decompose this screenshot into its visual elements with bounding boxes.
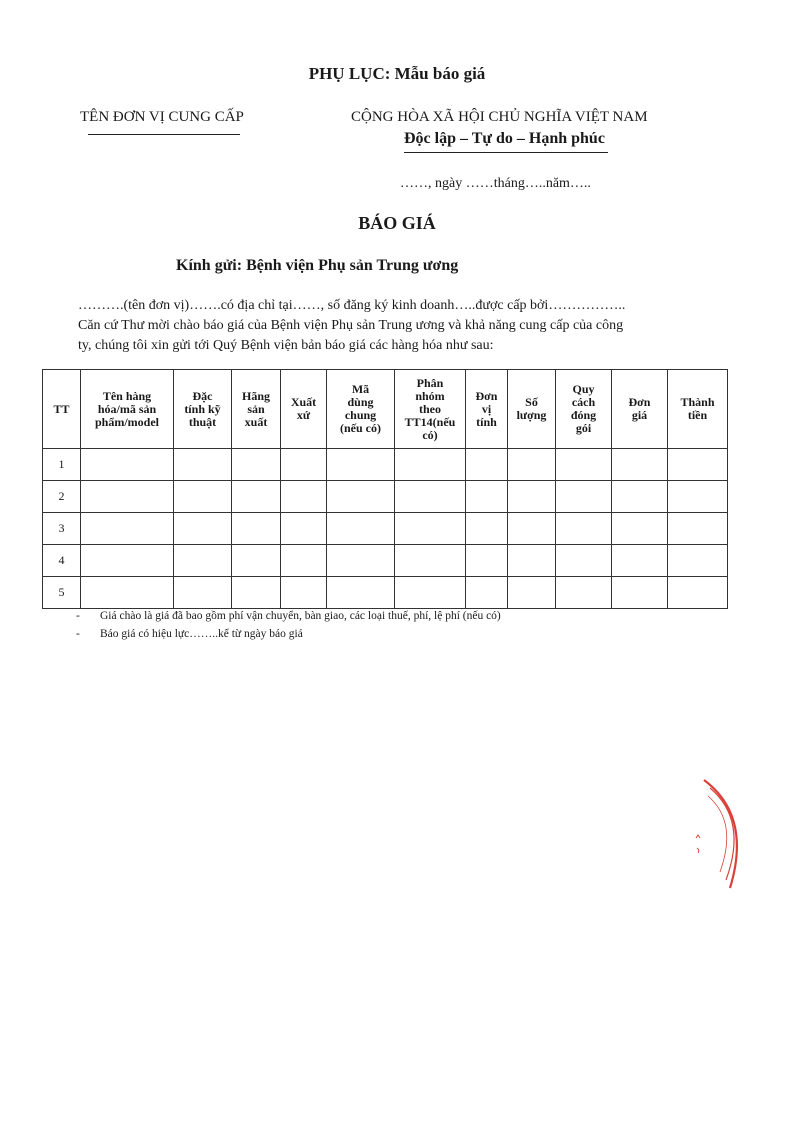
empty-cell <box>612 481 668 513</box>
table-row <box>43 513 728 545</box>
empty-cell <box>556 449 612 481</box>
row-number-cell: 2 <box>43 481 81 513</box>
empty-cell <box>174 545 232 577</box>
empty-cell <box>395 513 466 545</box>
empty-cell <box>174 513 232 545</box>
date-line: ……, ngày ……tháng…..năm….. <box>400 176 591 191</box>
empty-cell <box>508 449 556 481</box>
empty-cell <box>508 513 556 545</box>
empty-cell <box>281 481 327 513</box>
note-item <box>76 628 303 640</box>
empty-cell <box>395 577 466 609</box>
column-header-unit: Đơn vị tính <box>466 370 508 449</box>
empty-cell <box>81 545 174 577</box>
empty-cell <box>281 577 327 609</box>
note-item <box>76 610 501 622</box>
empty-cell <box>174 577 232 609</box>
column-header-manufacturer: Hãng sản xuất <box>232 370 281 449</box>
empty-cell <box>668 481 728 513</box>
empty-cell <box>556 577 612 609</box>
row-number-cell: 3 <box>43 513 81 545</box>
empty-cell <box>466 481 508 513</box>
empty-cell <box>232 545 281 577</box>
table-header-row <box>43 370 728 449</box>
empty-cell <box>668 545 728 577</box>
column-header-total: Thành tiền <box>668 370 728 449</box>
empty-cell <box>612 577 668 609</box>
row-number-cell: 4 <box>43 545 81 577</box>
empty-cell <box>668 449 728 481</box>
stamp-marks <box>696 835 700 853</box>
column-header-quantity: Số lượng <box>508 370 556 449</box>
table-row <box>43 545 728 577</box>
table-row <box>43 577 728 609</box>
empty-cell <box>508 481 556 513</box>
intro-line-1: ……….(tên đơn vị)…….có địa chỉ tại……, số đăng ký kinh doanh…..được cấp bởi…………….. <box>78 298 626 313</box>
empty-cell <box>668 577 728 609</box>
motto-underline <box>404 152 608 153</box>
empty-cell <box>174 449 232 481</box>
empty-cell <box>556 513 612 545</box>
empty-cell <box>466 513 508 545</box>
empty-cell <box>466 449 508 481</box>
note-text: Báo giá có hiệu lực……..kể từ ngày báo giá <box>100 628 303 640</box>
table-row <box>43 449 728 481</box>
republic-name: CỘNG HÒA XÃ HỘI CHỦ NGHĨA VIỆT NAM <box>351 109 648 125</box>
empty-cell <box>327 513 395 545</box>
note-bullet: - <box>76 610 80 622</box>
empty-cell <box>612 449 668 481</box>
empty-cell <box>466 577 508 609</box>
table-row <box>43 481 728 513</box>
column-header-product-name: Tên hàng hóa/mã sản phẩm/model <box>81 370 174 449</box>
column-header-common-code: Mã dùng chung (nếu có) <box>327 370 395 449</box>
empty-cell <box>395 481 466 513</box>
row-number-cell: 5 <box>43 577 81 609</box>
empty-cell <box>174 481 232 513</box>
empty-cell <box>281 449 327 481</box>
column-header-packaging: Quy cách đóng gói <box>556 370 612 449</box>
empty-cell <box>327 545 395 577</box>
empty-cell <box>556 545 612 577</box>
empty-cell <box>281 513 327 545</box>
intro-line-2: Căn cứ Thư mời chào báo giá của Bệnh viện Phụ sản Trung ương và khả năng cung cấp của công <box>78 318 624 333</box>
supplier-unit-name: TÊN ĐƠN VỊ CUNG CẤP <box>80 109 244 125</box>
recipient-line: Kính gửi: Bệnh viện Phụ sản Trung ương <box>176 257 459 274</box>
empty-cell <box>281 545 327 577</box>
empty-cell <box>327 449 395 481</box>
column-header-specification: Đặc tính kỹ thuật <box>174 370 232 449</box>
empty-cell <box>327 577 395 609</box>
stamp-seal-fragment <box>690 776 750 896</box>
empty-cell <box>612 545 668 577</box>
empty-cell <box>81 513 174 545</box>
empty-cell <box>81 449 174 481</box>
empty-cell <box>232 449 281 481</box>
empty-cell <box>232 577 281 609</box>
empty-cell <box>668 513 728 545</box>
appendix-title: PHỤ LỤC: Mẫu báo giá <box>308 64 486 83</box>
stamp-inner-ring <box>708 796 727 872</box>
note-text: Giá chào là giá đã bao gồm phí vận chuyển, bàn giao, các loại thuế, phí, lệ phí (nếu có) <box>100 610 501 622</box>
empty-cell <box>612 513 668 545</box>
column-header-unit-price: Đơn giá <box>612 370 668 449</box>
empty-cell <box>327 481 395 513</box>
empty-cell <box>508 545 556 577</box>
empty-cell <box>232 481 281 513</box>
national-motto: Độc lập – Tự do – Hạnh phúc <box>404 130 605 147</box>
intro-line-3: ty, chúng tôi xin gửi tới Quý Bệnh viện bản báo giá các hàng hóa như sau: <box>78 338 494 353</box>
quotation-table <box>42 369 728 609</box>
empty-cell <box>556 481 612 513</box>
row-number-cell: 1 <box>43 449 81 481</box>
empty-cell <box>395 449 466 481</box>
empty-cell <box>466 545 508 577</box>
document-title: BÁO GIÁ <box>358 213 436 233</box>
empty-cell <box>232 513 281 545</box>
column-header-tt: TT <box>43 370 81 449</box>
empty-cell <box>81 577 174 609</box>
table-body <box>43 449 728 609</box>
empty-cell <box>395 545 466 577</box>
note-bullet: - <box>76 628 80 640</box>
supplier-underline <box>88 134 240 135</box>
empty-cell <box>508 577 556 609</box>
empty-cell <box>81 481 174 513</box>
column-header-origin: Xuất xứ <box>281 370 327 449</box>
column-header-group: Phân nhóm theo TT14(nếu có) <box>395 370 466 449</box>
